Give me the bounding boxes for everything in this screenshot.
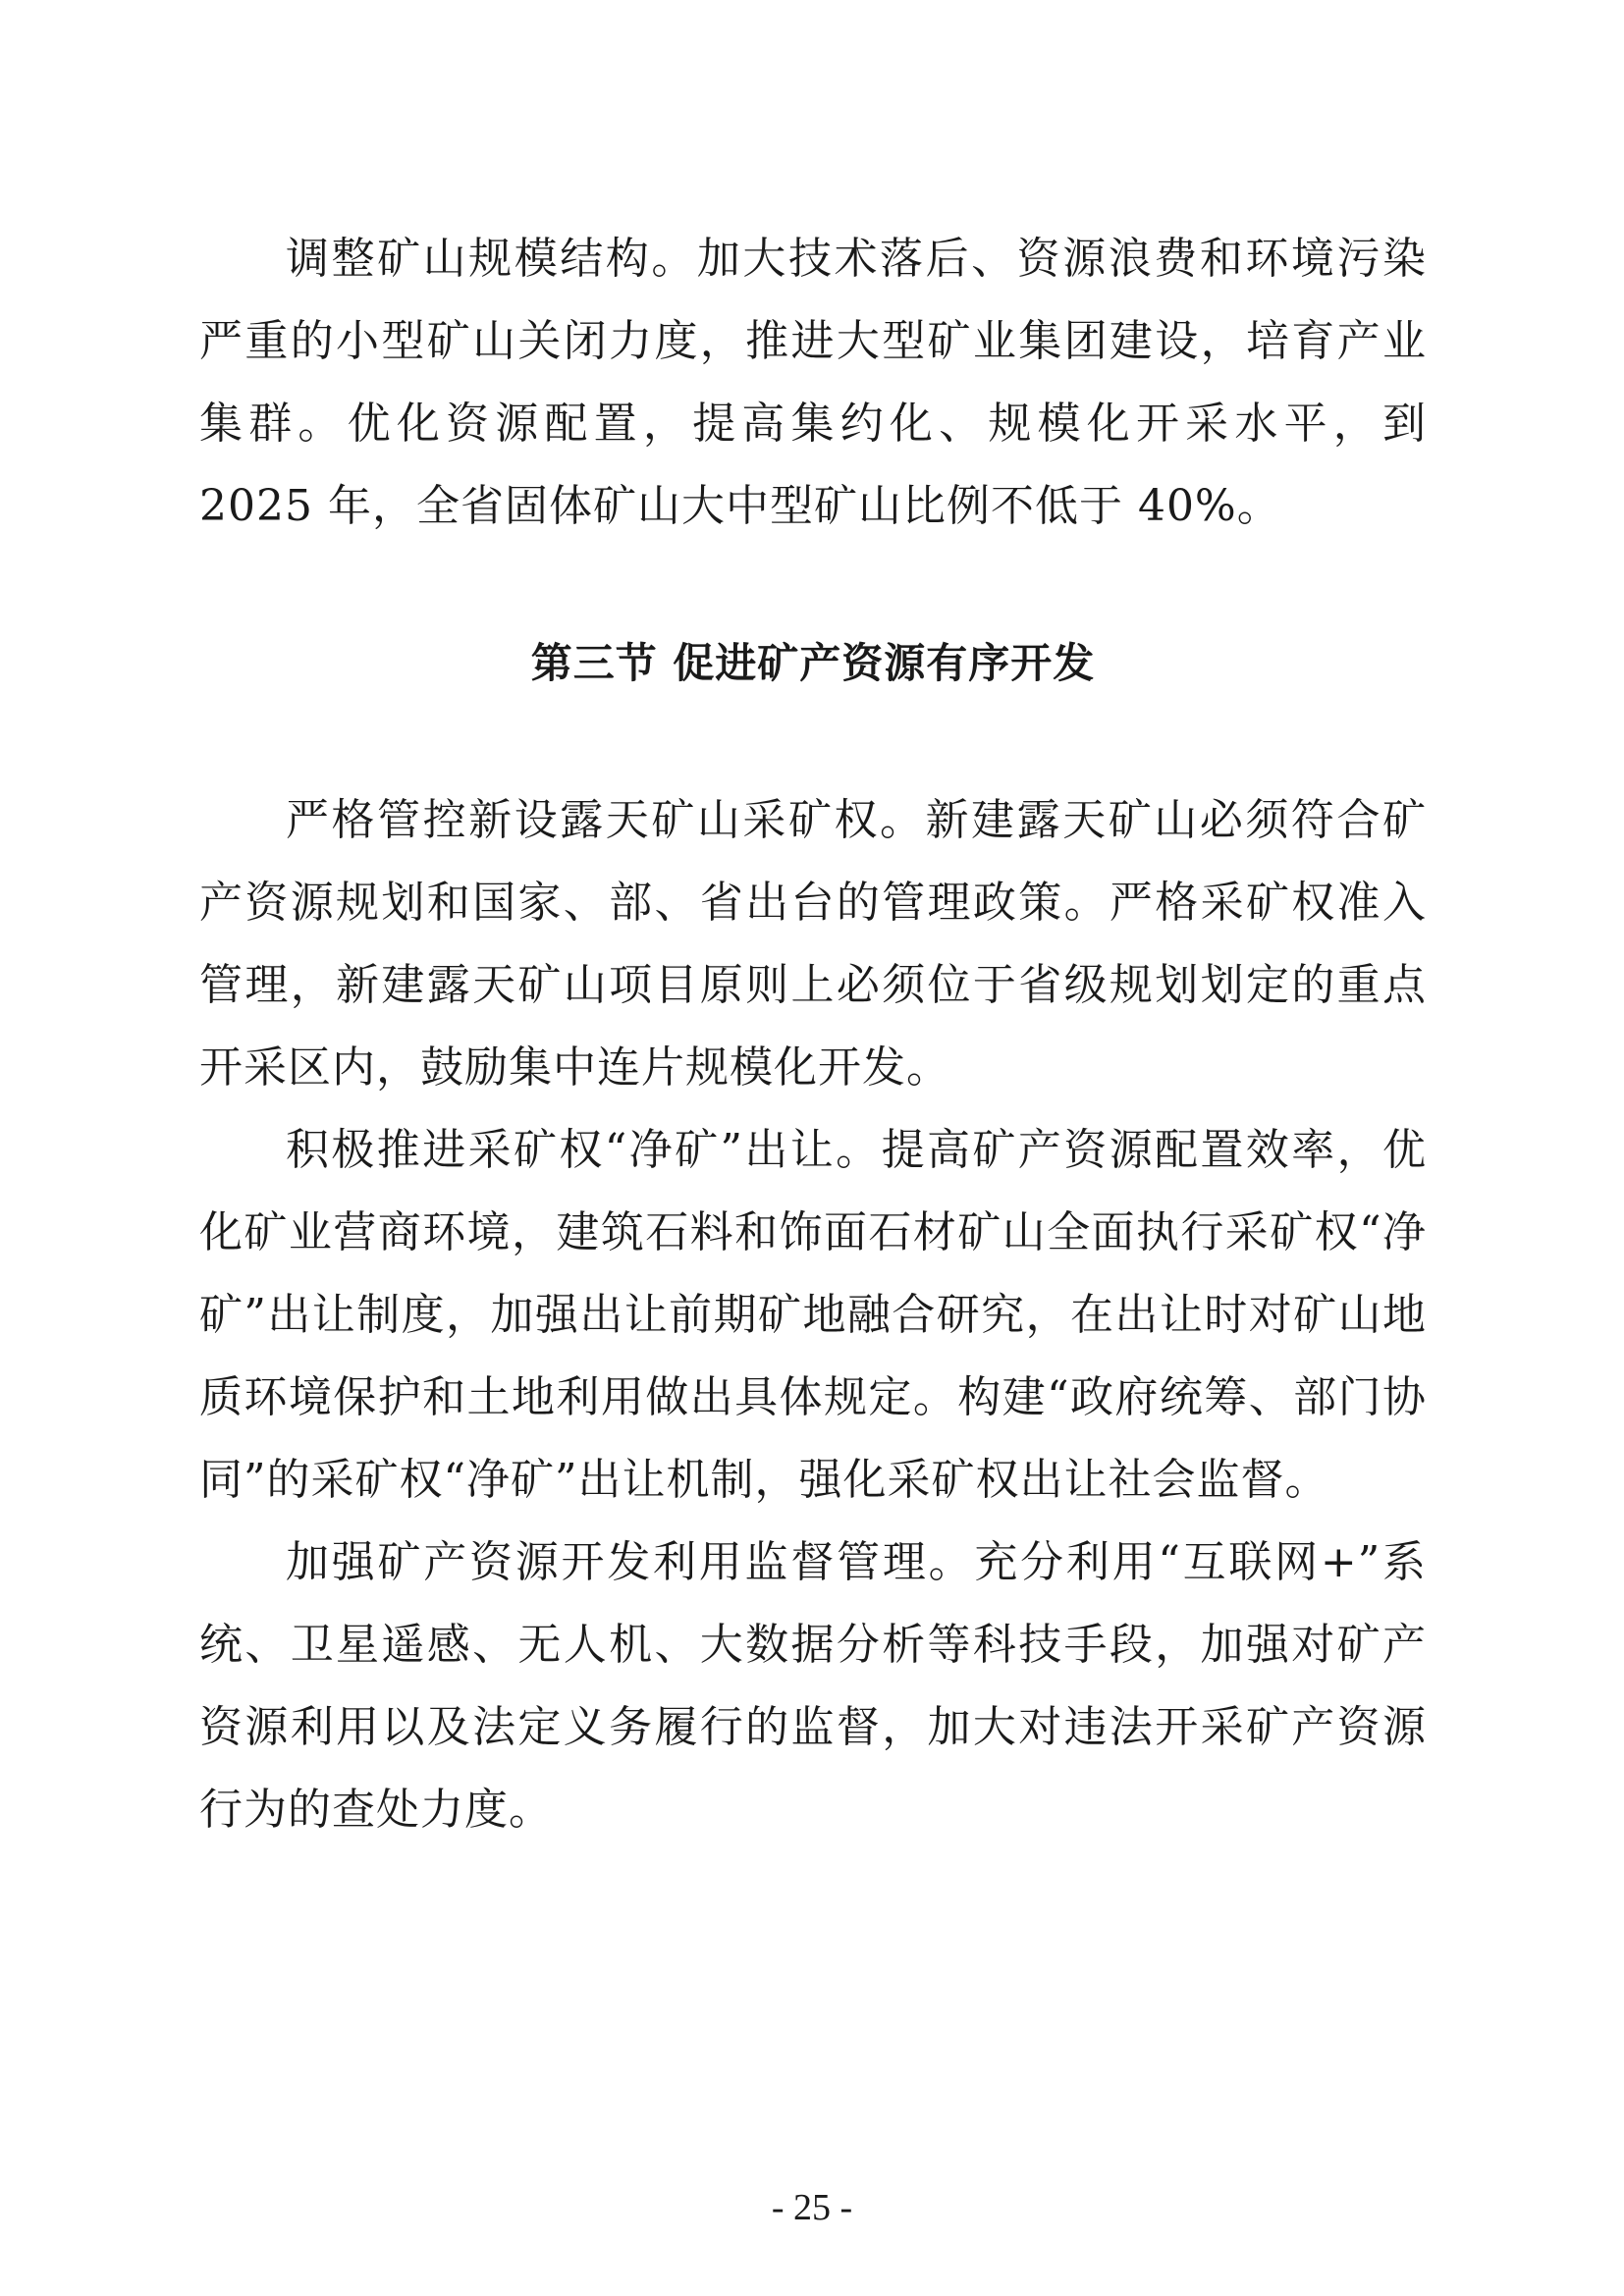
paragraph-lead: 调整矿山规模结构。 bbox=[286, 234, 697, 284]
paragraph-supervision bbox=[199, 1522, 1427, 1851]
paragraph-lead: 严格管控新设露天矿山采矿权。 bbox=[286, 795, 926, 845]
paragraph-text: 加大技术落后、资源浪费和环境污染严重的小型矿山关闭力度，推进大型矿业集团建设，培育产业集群。优化资源配置，提高集约化、规模化开采水平，到 2025 年，全省固体矿山大中型矿山比例不低于 40%。 bbox=[199, 234, 1427, 531]
paragraph-lead: 加强矿产资源开发利用监督管理。 bbox=[286, 1537, 975, 1587]
section-heading: 第三节 促进矿产资源有序开发 bbox=[530, 639, 1096, 687]
document-body bbox=[199, 218, 1427, 1851]
paragraph-text: 新建露天矿山必须符合矿产资源规划和国家、部、省出台的管理政策。严格采矿权准入管理，新建露天矿山项目原则上必须位于省级规划划定的重点开采区内，鼓励集中连片规模化开发。 bbox=[199, 795, 1428, 1093]
paragraph-mine-scale bbox=[199, 218, 1427, 548]
paragraph-clean-mine-transfer bbox=[199, 1109, 1427, 1522]
paragraph-text: 充分利用“互联网+”系统、卫星遥感、无人机、大数据分析等科技手段，加强对矿产资源利用以及法定义务履行的监督，加大对违法开采矿产资源行为的查处力度。 bbox=[199, 1537, 1428, 1835]
paragraph-open-pit-rights bbox=[199, 779, 1427, 1109]
paragraph-text: 提高矿产资源配置效率，优化矿业营商环境，建筑石料和饰面石材矿山全面执行采矿权“净矿”出让制度，加强出让前期矿地融合研究，在出让时对矿山地质环境保护和土地利用做出具体规定。构建“政府统筹、部门协同”的采矿权“净矿”出让机制，强化采矿权出让社会监督。 bbox=[199, 1125, 1427, 1505]
paragraph-lead: 积极推进采矿权“净矿”出让。 bbox=[286, 1125, 882, 1175]
page-number: - 25 - bbox=[771, 2187, 853, 2228]
